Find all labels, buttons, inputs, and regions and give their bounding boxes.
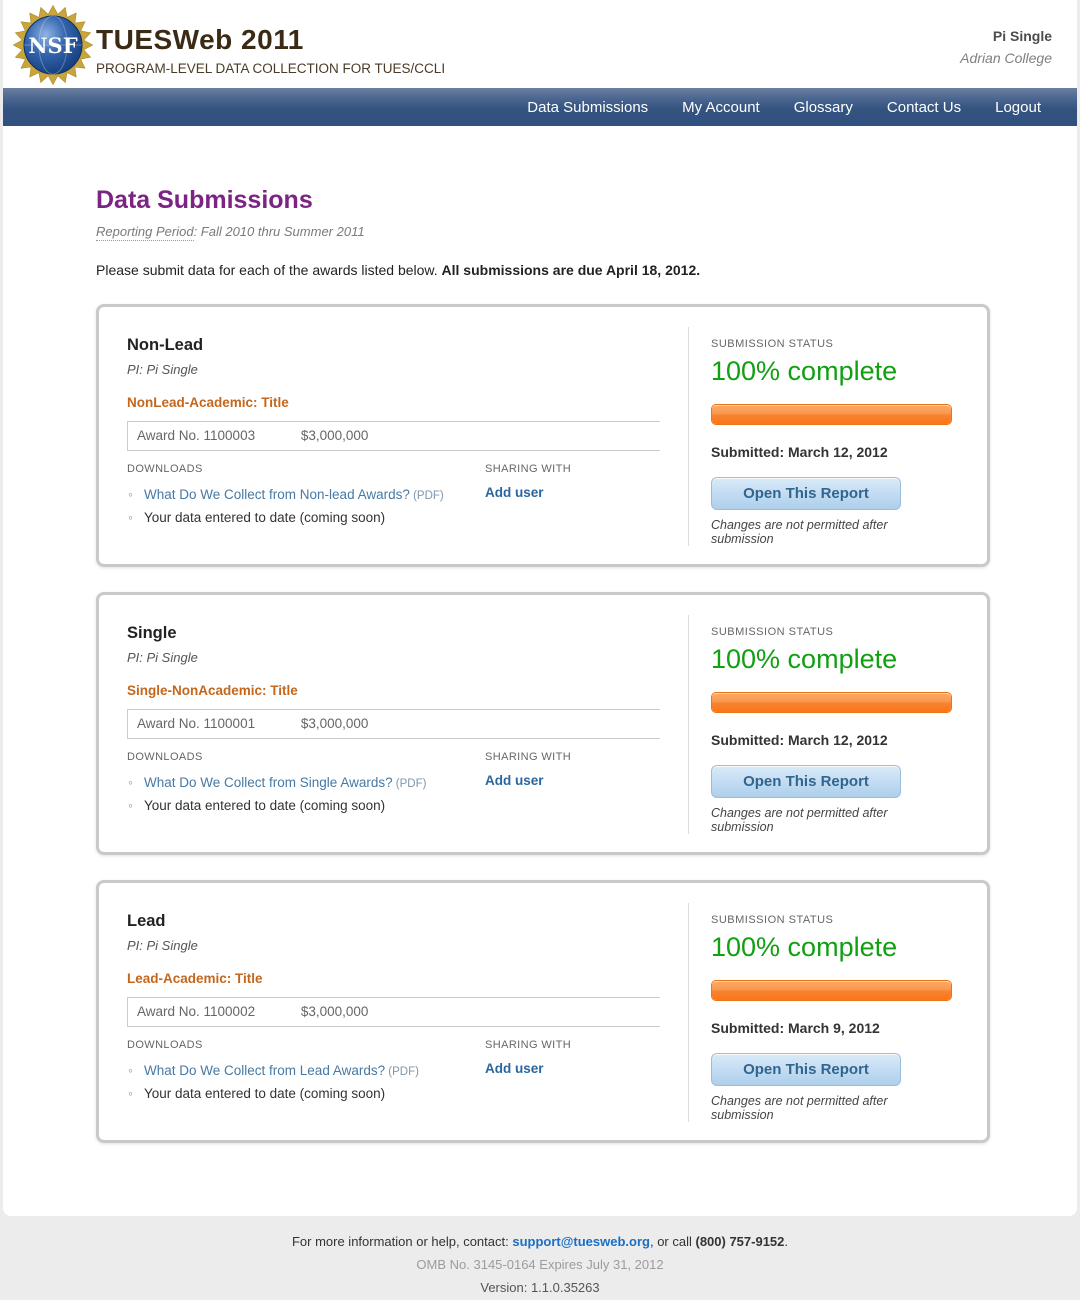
footer-contact-mid: , or call <box>649 1234 696 1249</box>
footer-contact-line <box>0 1234 1080 1249</box>
submitted-date: Submitted: March 9, 2012 <box>711 1020 880 1036</box>
submission-status-label: SUBMISSION STATUS <box>711 914 834 926</box>
card-columns <box>127 751 660 817</box>
list-item: ◦ Your data entered to date (coming soon) <box>127 507 485 529</box>
downloads-section <box>127 751 485 817</box>
downloads-label: DOWNLOADS <box>127 751 203 763</box>
user-organization: Adrian College <box>960 50 1052 66</box>
downloads-section <box>127 1039 485 1105</box>
percent-complete: 100% complete <box>711 932 898 962</box>
downloads-section <box>127 463 485 529</box>
progress-bar <box>711 692 952 713</box>
progress-bar <box>711 980 952 1001</box>
reporting-period <box>96 224 990 239</box>
user-name: Pi Single <box>992 28 1052 44</box>
award-title-link[interactable]: Lead-Academic: Title <box>127 971 263 986</box>
award-card-non-lead <box>96 304 990 567</box>
open-report-button[interactable]: Open This Report <box>711 765 901 798</box>
pdf-suffix: (PDF) <box>392 778 427 790</box>
percent-complete: 100% complete <box>711 356 898 386</box>
submitted-date: Submitted: March 12, 2012 <box>711 444 888 460</box>
support-phone: (800) 757-9152 <box>695 1234 785 1249</box>
award-row <box>127 709 660 739</box>
pi-name: PI: Pi Single <box>127 362 198 377</box>
nav-item-logout[interactable]: Logout <box>995 98 1041 116</box>
nav-item-contact-us[interactable]: Contact Us <box>886 98 962 116</box>
downloads-list <box>127 772 485 817</box>
app-title: TUESWeb 2011 <box>96 24 304 55</box>
list-item <box>127 772 485 795</box>
list-item <box>127 1060 485 1083</box>
list-item <box>127 484 485 507</box>
main-container <box>3 0 1077 1216</box>
footer <box>0 1216 1080 1300</box>
add-user-link[interactable]: Add user <box>485 773 544 788</box>
brand-block <box>96 24 445 76</box>
nav-item-my-account[interactable]: My Account <box>682 98 760 116</box>
collect-pdf-link[interactable]: What Do We Collect from Single Awards? <box>144 775 393 790</box>
award-number: Award No. 1100001 <box>137 716 256 731</box>
downloads-list <box>127 484 485 529</box>
percent-complete: 100% complete <box>711 644 898 674</box>
omb-number: OMB No. 3145-0164 Expires July 31, 2012 <box>416 1257 664 1272</box>
footer-contact-prefix: For more information or help, contact: <box>291 1234 513 1249</box>
award-row <box>127 421 660 451</box>
submission-status-panel <box>711 615 952 834</box>
reporting-period-label: Reporting Period <box>96 224 194 239</box>
header <box>3 0 1077 88</box>
progress-bar <box>711 404 952 425</box>
downloads-label: DOWNLOADS <box>127 1039 203 1051</box>
list-item: ◦ Your data entered to date (coming soon) <box>127 1083 485 1105</box>
user-block <box>960 28 1052 66</box>
card-columns <box>127 1039 660 1105</box>
award-title-link[interactable]: Single-NonAcademic: Title <box>127 683 298 698</box>
main-nav <box>3 88 1077 126</box>
sharing-label: SHARING WITH <box>485 463 572 475</box>
award-amount: $3,000,000 <box>300 428 369 443</box>
award-amount: $3,000,000 <box>300 1004 369 1019</box>
award-type: Single <box>127 624 177 642</box>
app-subtitle: PROGRAM-LEVEL DATA COLLECTION FOR TUES/CCLI <box>96 61 446 76</box>
submission-status-label: SUBMISSION STATUS <box>711 626 834 638</box>
pdf-suffix: (PDF) <box>385 1066 419 1078</box>
nav-item-data-submissions[interactable]: Data Submissions <box>527 98 649 116</box>
sharing-label: SHARING WITH <box>485 751 572 763</box>
award-type: Lead <box>127 912 166 930</box>
card-left <box>127 327 689 546</box>
submitted-date: Submitted: March 12, 2012 <box>711 732 888 748</box>
award-type: Non-Lead <box>127 336 204 354</box>
collect-pdf-link[interactable]: What Do We Collect from Lead Awards? <box>144 1063 386 1078</box>
content <box>3 126 1077 1143</box>
open-report-button[interactable]: Open This Report <box>711 1053 901 1086</box>
award-row <box>127 997 660 1027</box>
award-card-single <box>96 592 990 855</box>
submission-status-panel <box>711 327 952 546</box>
collect-pdf-link[interactable]: What Do We Collect from Non-lead Awards? <box>144 487 410 502</box>
card-columns <box>127 463 660 529</box>
no-changes-note: Changes are not permitted after submission <box>711 806 888 834</box>
nsf-logo <box>13 5 93 85</box>
pi-name: PI: Pi Single <box>127 650 198 665</box>
submission-status-panel <box>711 903 952 1122</box>
list-item: ◦ Your data entered to date (coming soon) <box>127 795 485 817</box>
nav-item-glossary[interactable]: Glossary <box>793 98 853 116</box>
support-email-link[interactable]: support@tuesweb.org <box>512 1234 650 1249</box>
intro-due-date: All submissions are due April 18, 2012. <box>441 262 701 278</box>
no-changes-note: Changes are not permitted after submission <box>711 518 888 546</box>
add-user-link[interactable]: Add user <box>485 485 544 500</box>
award-amount: $3,000,000 <box>300 716 369 731</box>
downloads-label: DOWNLOADS <box>127 463 203 475</box>
page-title: Data Submissions <box>96 186 313 214</box>
footer-contact-suffix: . <box>784 1234 789 1249</box>
sharing-label: SHARING WITH <box>485 1039 572 1051</box>
version-number: Version: 1.1.0.35263 <box>480 1280 600 1295</box>
card-left <box>127 615 689 834</box>
downloads-list <box>127 1060 485 1105</box>
no-changes-note: Changes are not permitted after submission <box>711 1094 888 1122</box>
reporting-period-value: : Fall 2010 thru Summer 2011 <box>193 224 365 239</box>
open-report-button[interactable]: Open This Report <box>711 477 901 510</box>
intro-text <box>96 262 990 278</box>
award-card-lead <box>96 880 990 1143</box>
progress-bar-fill <box>712 405 951 424</box>
progress-bar-fill <box>712 693 951 712</box>
pi-name: PI: Pi Single <box>127 938 198 953</box>
sharing-section <box>485 463 571 529</box>
award-title-link[interactable]: NonLead-Academic: Title <box>127 395 289 410</box>
award-number: Award No. 1100002 <box>137 1004 256 1019</box>
sharing-section <box>485 751 571 817</box>
submission-status-label: SUBMISSION STATUS <box>711 338 834 350</box>
nsf-logo-text: NSF <box>28 33 78 58</box>
card-left <box>127 903 689 1122</box>
award-number: Award No. 1100003 <box>137 428 256 443</box>
progress-bar-fill <box>712 981 951 1000</box>
add-user-link[interactable]: Add user <box>485 1061 544 1076</box>
pdf-suffix: (PDF) <box>409 490 444 502</box>
nsf-logo-graphic <box>13 5 93 85</box>
sharing-section <box>485 1039 571 1105</box>
intro-normal: Please submit data for each of the awards listed below. <box>96 262 442 278</box>
